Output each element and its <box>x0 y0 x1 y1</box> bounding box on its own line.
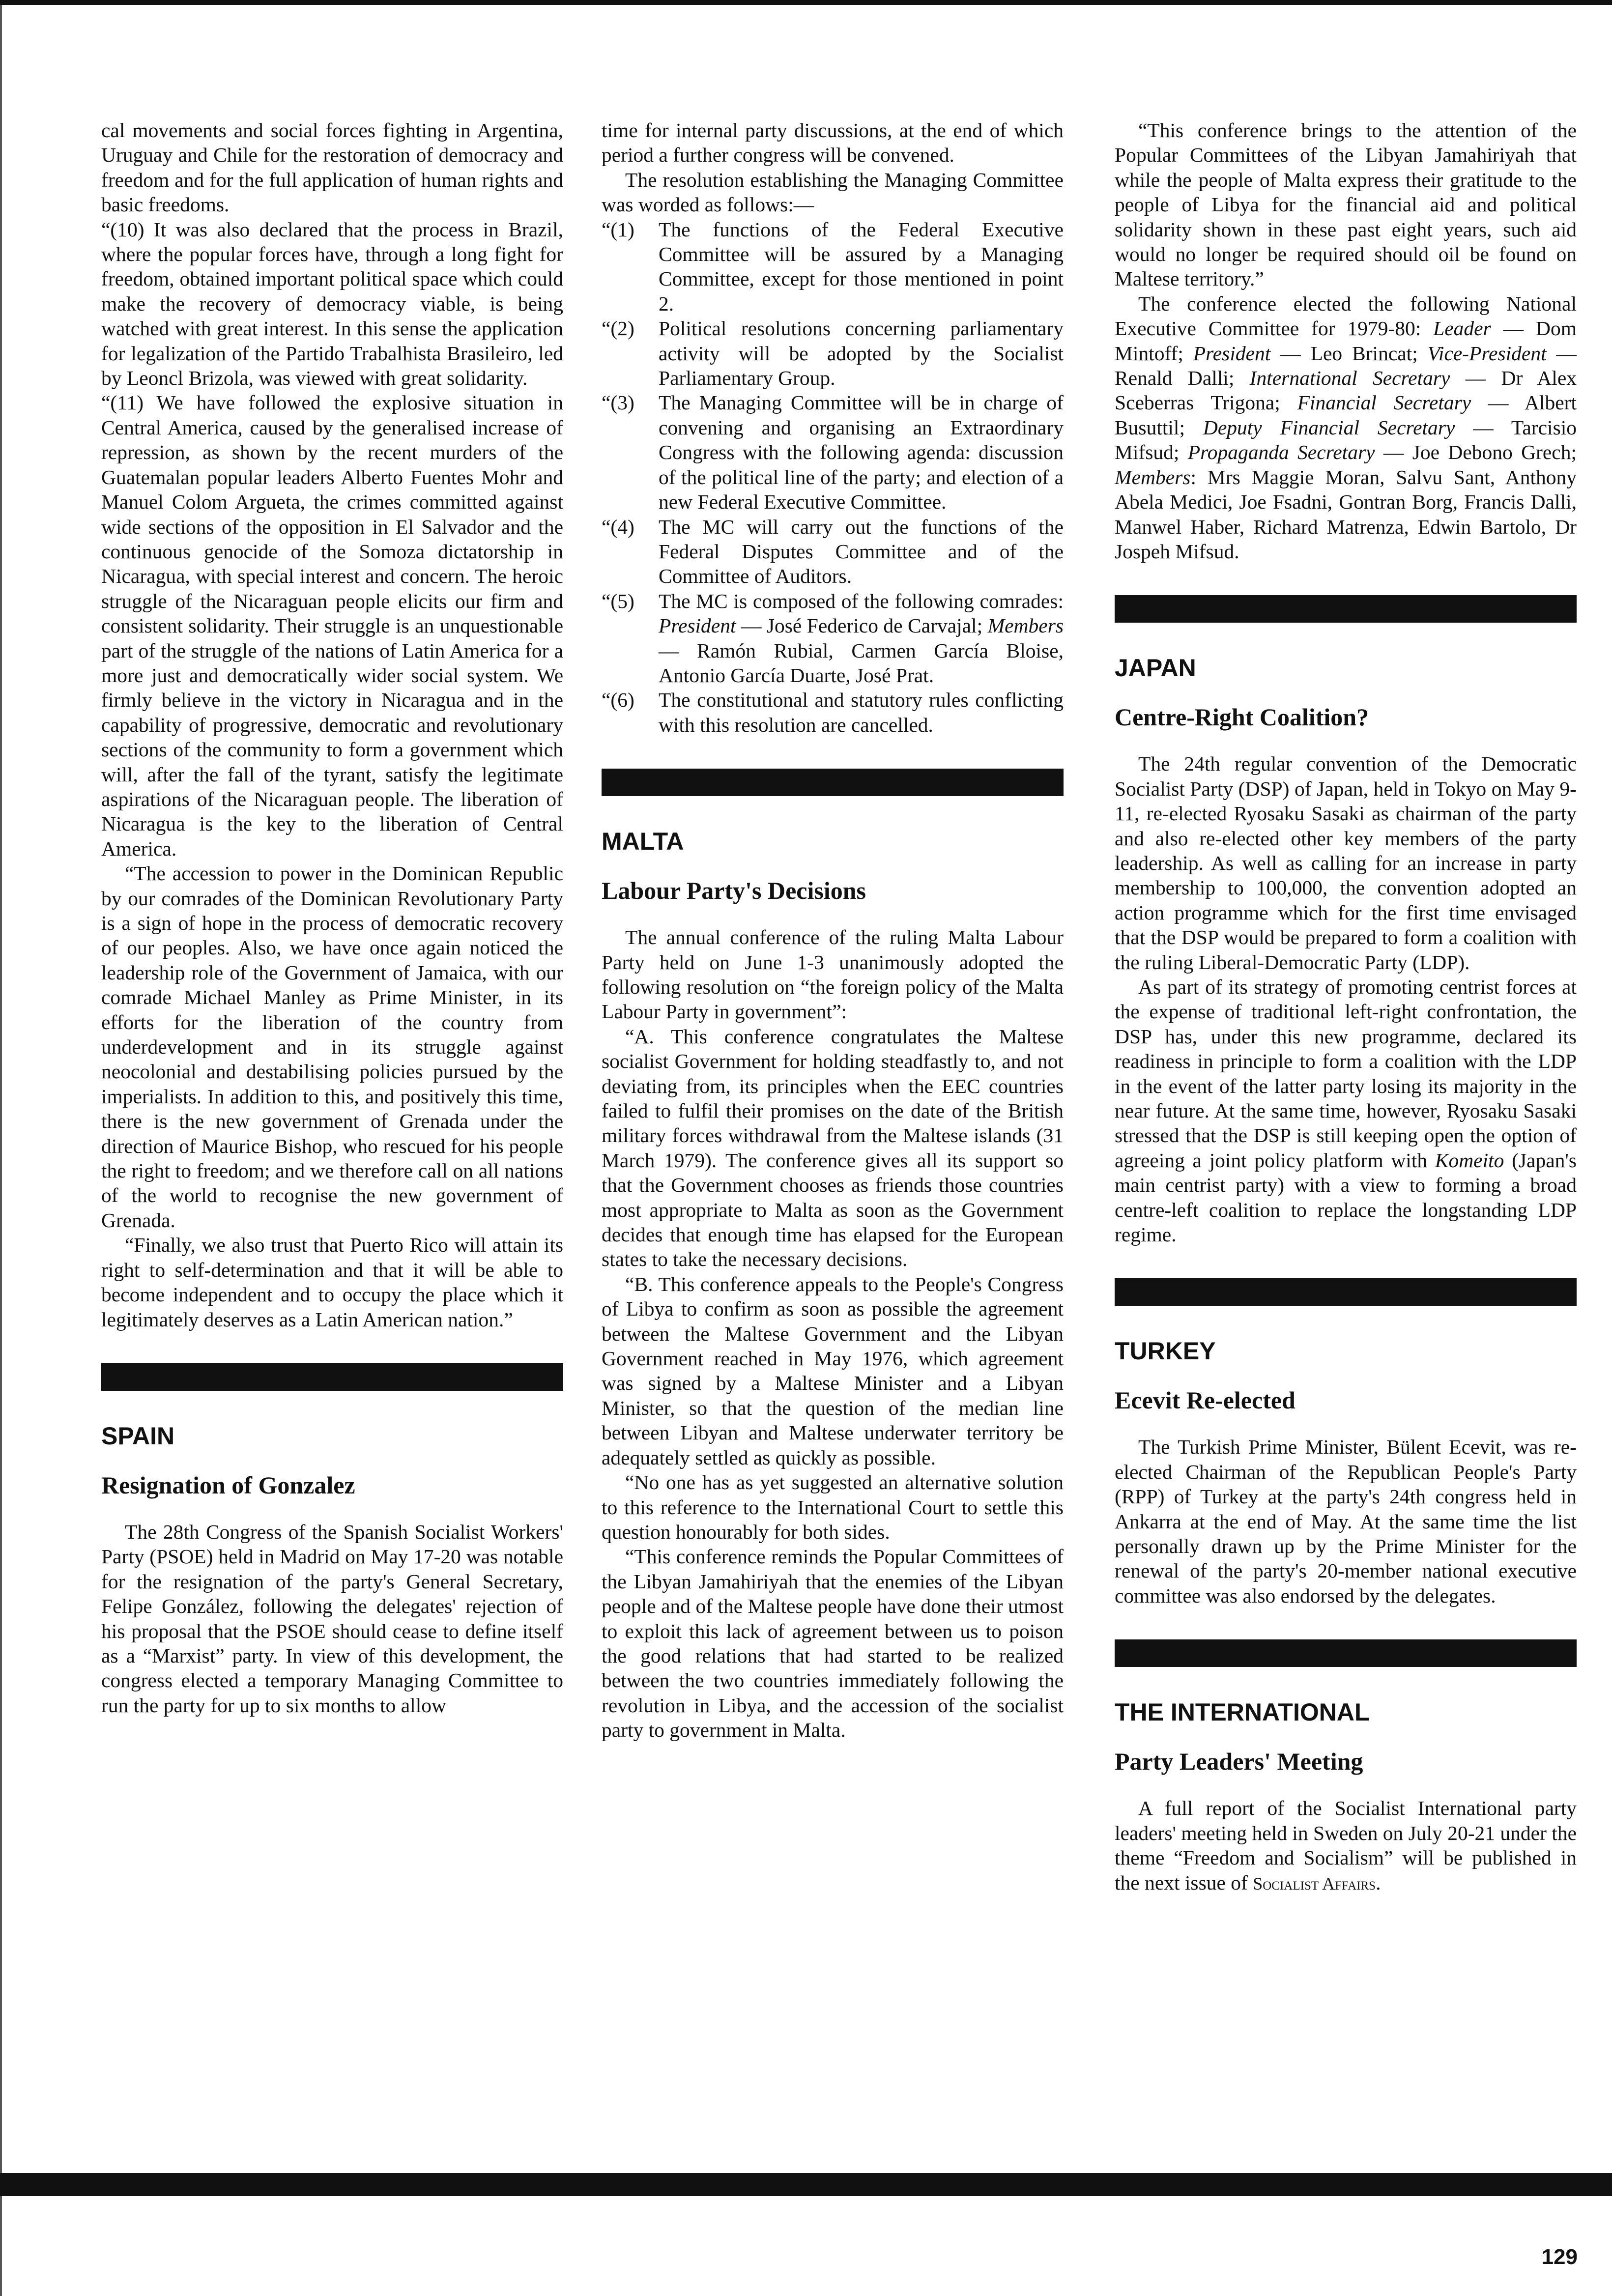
item-text: The functions of the Federal Executive Committee will be assured by a Managing Committee, except for those mentioned in point 2. <box>659 218 1064 315</box>
section-divider-bar <box>101 1363 563 1391</box>
paragraph <box>1115 975 1577 1247</box>
column-1 <box>101 118 563 1718</box>
section-divider-bar <box>1115 1639 1577 1667</box>
italic-title: Vice-President <box>1427 342 1547 365</box>
item-text-part: — Ramón Rubial, Carmen García Bloise, Antonio García Duarte, José Prat. <box>659 639 1064 687</box>
paragraph: The 28th Congress of the Spanish Socialist Workers' Party (PSOE) held in Madrid on May 17-20 was notable for the resignation of the party's General Secretary, Felipe González, following the delegates' rejection of his proposal that the PSOE should cease to define itself as a “Marxist” party. In view of this development, the congress elected a temporary Managing Committee to run the party for up to six months to allow <box>101 1520 563 1717</box>
resolution-item <box>602 316 1064 390</box>
section-headline: Party Leaders' Meeting <box>1115 1748 1363 1776</box>
section-headline: Resignation of Gonzalez <box>101 1471 355 1499</box>
text-part: — Dr Alex Sceberras Trigona; <box>1115 367 1577 414</box>
section-headline: Ecevit Re-elected <box>1115 1386 1295 1414</box>
paragraph: The resolution establishing the Managing Committee was worded as follows:— <box>602 168 1064 216</box>
italic-title: President <box>1193 342 1271 365</box>
italic-title: Propaganda Secretary <box>1187 441 1375 464</box>
italic-party-name: Komeito <box>1435 1148 1504 1172</box>
text-part: — Dom Mintoff; <box>1115 317 1577 365</box>
column-3 <box>1115 118 1577 1896</box>
section-divider-bar <box>1115 595 1577 623</box>
section-country-spain: SPAIN <box>101 1422 175 1450</box>
italic-title: Financial Secretary <box>1297 391 1471 414</box>
text-part: The conference elected the following National Executive Committee for 1979-80: <box>1115 292 1577 340</box>
italic-title: Deputy Financial Secretary <box>1203 416 1455 439</box>
paragraph: time for internal party discussions, at the end of which period a further congress will be convened. <box>602 119 1064 167</box>
italic-title: Members <box>1115 465 1191 488</box>
item-number: “(4) <box>602 515 634 538</box>
resolution-item <box>602 390 1064 514</box>
item-text: Political resolutions concerning parliamentary activity will be adopted by the Socialist Parliamentary Group. <box>659 317 1064 390</box>
paragraph: “The accession to power in the Dominican Republic by our comrades of the Dominican Revolutionary Party is a sign of hope in the process of democratic recovery of our peoples. Also, we have once again noticed the leadership role of the Government of Jamaica, with our comrade Michael Manley as Prime Minister, in its efforts for the liberation of the country from underdevelopment and in its struggle against neocolonial and destabilising policies pursued by the imperialists. In addition to this, and positively this time, there is the new government of Grenada under the direction of Maurice Bishop, who rescued for his people the right to freedom; and we therefore call on all nations of the world to recognise the new government of Grenada. <box>101 862 563 1232</box>
italic-title: Leader <box>1433 317 1491 340</box>
item-text <box>659 589 1064 688</box>
italic-title: President <box>659 614 736 637</box>
paragraph: “A. This conference congratulates the Maltese socialist Government for holding steadfastly to, and not deviating from, its principles when the EEC countries failed to fulfil their promises on the date of the British military forces withdrawal from the Maltese islands (31 March 1979). The conference gives all its support so that the Government chooses as friends those countries most appropriate to Malta as soon as the Government decides that enough time has elapsed for the European states to take the necessary decisions. <box>602 1025 1064 1271</box>
item-text: The constitutional and statutory rules conflicting with this resolution are cancelled. <box>659 689 1064 736</box>
item-number: “(6) <box>602 689 634 712</box>
paragraph: “This conference reminds the Popular Committees of the Libyan Jamahiriyah that the enemies of the Libyan people and of the Maltese people have done their utmost to exploit this lack of agreement between us to poison the good relations that had started to be realized between the two countries immediately following the revolution in Libya, and the accession of the socialist party to government in Malta. <box>602 1545 1064 1742</box>
item-number: “(5) <box>602 589 634 612</box>
page-number: 129 <box>1541 2245 1578 2269</box>
item-text-part: The MC is composed of the following comrades: <box>659 589 1064 612</box>
item-text-part: — José Federico de Carvajal; <box>736 614 988 637</box>
text-part: . <box>1376 1871 1381 1894</box>
paragraph: “(11) We have followed the explosive situation in Central America, caused by the generalised increase of repression, as shown by the recent murders of the Guatemalan popular leaders Alberto Fuentes Mohr and Manuel Colom Argueta, the crimes committed against wide sections of the opposition in El Salvador and the continuous genocide of the Somoza dictatorship in Nicaragua, with special interest and concern. The heroic struggle of the Nicaraguan people elicits our firm and consistent solidarity. Their struggle is an unquestionable part of the struggle of the nations of Latin America for a more just and democratically wider social system. We firmly believe in the victory in Nicaragua and in the capability of progressive, democratic and revolutionary sections of the community to form a government which will, after the fall of the tyrant, satisfy the legitimate aspirations of the Nicaraguan people. The liberation of Nicaragua is the key to the liberation of Central America. <box>101 391 563 860</box>
resolution-item <box>602 688 1064 737</box>
paragraph: “Finally, we also trust that Puerto Rico will attain its right to self-determination and that it will be able to become independent and to occupy the place which it legitimately deserves as a Latin American nation.” <box>101 1234 563 1331</box>
section-headline: Centre-Right Coalition? <box>1115 703 1369 731</box>
section-divider-bar <box>1115 1278 1577 1306</box>
section-country-malta: MALTA <box>602 828 684 856</box>
item-text: The Managing Committee will be in charge of convening and organising an Extraordinary Congress with the following agenda: discussion of the political line of the party; and election of a new Federal Executive Committee. <box>659 391 1064 514</box>
italic-title: Members <box>987 614 1064 637</box>
paragraph: The Turkish Prime Minister, Bülent Ecevit, was re-elected Chairman of the Republican People's Party (RPP) of Turkey at the party's 24th congress held in Ankarra at the end of May. At the same time the list personally drawn up by the Prime Minister for the renewal of the party's 20-member national executive committee was also endorsed by the delegates. <box>1115 1435 1577 1607</box>
paragraph <box>1115 1796 1577 1896</box>
item-number: “(1) <box>602 218 634 241</box>
text-part: — Renald Dalli; <box>1115 342 1577 390</box>
text-part: As part of its strategy of promoting centrist forces at the expense of traditional left-right confrontation, the DSP has, under this new programme, declared its readiness in principle to form a coalition with the LDP in the event of the latter party losing its majority in the near future. At the same time, however, Ryosaku Sasaki stressed that the DSP is still keeping open the option of agreeing a joint policy platform with <box>1115 975 1577 1172</box>
paragraph: cal movements and social forces fighting in Argentina, Uruguay and Chile for the restoration of democracy and freedom and for the full application of human rights and basic freedoms. <box>101 119 563 216</box>
paragraph: The 24th regular convention of the Democratic Socialist Party (DSP) of Japan, held in Tokyo on May 9-11, re-elected Ryosaku Sasaki as chairman of the party and also re-elected other key members of the party leadership. As well as calling for an increase in party membership to 100,000, the convention adopted an action programme which for the first time envisaged that the DSP would be prepared to form a coalition with the ruling Liberal-Democratic Party (LDP). <box>1115 752 1577 974</box>
text-part: — Joe Debono Grech; <box>1375 441 1577 464</box>
section-country-japan: JAPAN <box>1115 654 1196 682</box>
paragraph: “No one has as yet suggested an alternative solution to this reference to the International Court to settle this question honourably for both sides. <box>602 1471 1064 1543</box>
column-2 <box>602 118 1064 1743</box>
resolution-item <box>602 589 1064 688</box>
resolution-item <box>602 217 1064 316</box>
italic-title: International Secretary <box>1249 367 1450 390</box>
item-number: “(3) <box>602 391 634 414</box>
text-part: : Mrs Maggie Moran, Salvu Sant, Anthony Abela Medici, Joe Fsadni, Gontran Borg, Francis Dalli, Manwel Haber, Richard Matrenza, Edwin Bartolo, Dr Jospeh Mifsud. <box>1115 465 1577 563</box>
section-country-turkey: TURKEY <box>1115 1337 1216 1365</box>
paragraph: “B. This conference appeals to the People's Congress of Libya to confirm as soon as possible the agreement between the Maltese Government and the Libyan Government reached in May 1976, which agreement was signed by a Maltese Minister and a Libyan Minister, so that the question of the median line between Libyan and Maltese underwater territory be adequately settled as quickly as possible. <box>602 1272 1064 1469</box>
section-country-international: THE INTERNATIONAL <box>1115 1698 1370 1726</box>
section-divider-bar <box>602 769 1064 796</box>
paragraph: The annual conference of the ruling Malta Labour Party held on June 1-3 unanimously adopted the following resolution on “the foreign policy of the Malta Labour Party in government”: <box>602 926 1064 1023</box>
bottom-rule-bar <box>0 2173 1612 2196</box>
item-number: “(2) <box>602 317 634 340</box>
text-part: (Japan's main centrist party) with a view to forming a broad centre-left coalition to replace the longstanding LDP regime. <box>1115 1148 1577 1246</box>
text-part: — Tarcisio Mifsud; <box>1115 416 1577 464</box>
item-text: The MC will carry out the functions of the Federal Disputes Committee and of the Committee of Auditors. <box>659 515 1064 588</box>
text-part: — Leo Brincat; <box>1270 342 1428 365</box>
publication-name: Socialist Affairs <box>1253 1873 1376 1894</box>
resolution-item <box>602 515 1064 589</box>
text-part: — Albert Busuttil; <box>1115 391 1577 439</box>
top-rule <box>0 0 1612 5</box>
paragraph: “This conference brings to the attention of the Popular Committees of the Libyan Jamahiriyah that while the people of Malta express their gratitude to the people of Libya for the financial aid and political solidarity shown in these past eight years, such aid would no longer be required should oil be found on Maltese territory.” <box>1115 119 1577 290</box>
paragraph: “(10) It was also declared that the process in Brazil, where the popular forces have, through a long fight for freedom, obtained important political space which could make the recovery of democracy viable, is being watched with great interest. In this sense the application for legalization of the Partido Trabalhista Brasileiro, led by Leoncl Brizola, was viewed with great solidarity. <box>101 218 563 390</box>
paragraph-executive-committee <box>1115 291 1577 564</box>
page-margin-line <box>0 0 2 2296</box>
section-headline: Labour Party's Decisions <box>602 877 866 905</box>
text-part: A full report of the Socialist International party leaders' meeting held in Sweden on July 20-21 under the theme “Freedom and Socialism” will be published in the next issue of <box>1115 1797 1577 1894</box>
